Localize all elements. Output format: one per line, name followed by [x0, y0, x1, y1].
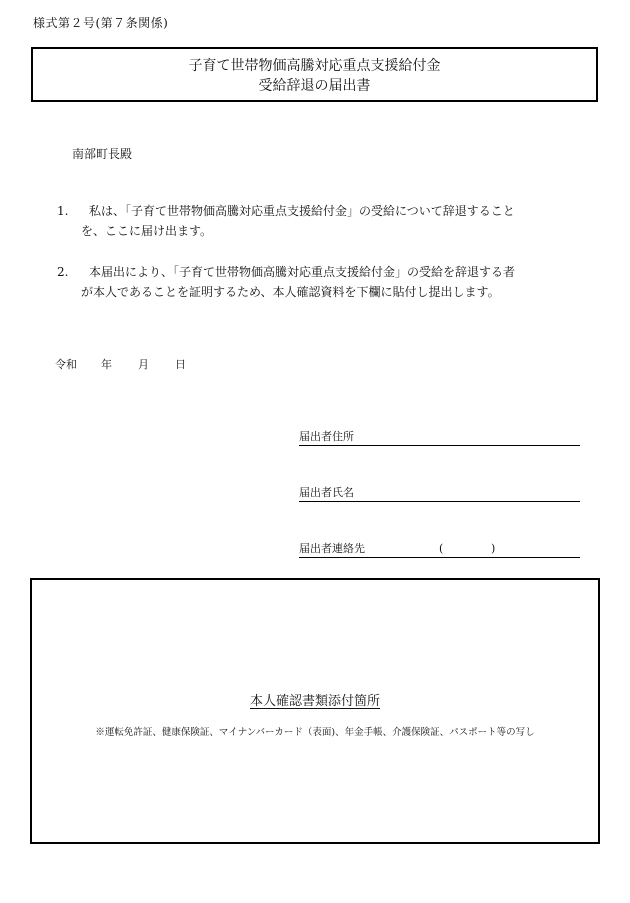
clause-1	[57, 201, 572, 241]
contact-paren-close: )	[491, 542, 496, 555]
id-box-title-text: 本人確認書類添付箇所	[249, 694, 380, 709]
date-year-label: 年	[101, 358, 112, 371]
clause-2	[57, 262, 572, 302]
name-label: 届出者氏名	[299, 486, 354, 499]
name-field[interactable]	[299, 486, 580, 502]
form-number: 様式第２号(第７条関係)	[33, 16, 169, 30]
date-month-label: 月	[138, 358, 149, 371]
date-day-label: 日	[175, 358, 186, 371]
contact-field[interactable]	[299, 542, 580, 558]
date-era-label: 令和	[55, 358, 77, 371]
clause-number: 1.	[57, 204, 69, 218]
id-box-note: ※運転免許証、健康保険証、マイナンバーカード（表面)、年金手帳、介護保険証、パスポート等の写し	[95, 727, 535, 738]
contact-label: 届出者連絡先	[299, 542, 365, 555]
id-box-title	[32, 690, 598, 709]
clause-number: 2.	[57, 265, 69, 279]
title-box	[31, 47, 598, 102]
clause-text-line-1: 私は、「子育て世帯物価高騰対応重点支援給付金」の受給について辞退すること	[89, 204, 515, 218]
contact-paren-open: (	[439, 542, 444, 555]
document-title-line-2: 受給辞退の届出書	[258, 78, 371, 94]
address-field[interactable]	[299, 430, 580, 446]
document-title-line-1: 子育て世帯物価高騰対応重点支援給付金	[188, 58, 441, 74]
clause-text-line-2: が本人であることを証明するため、本人確認資料を下欄に貼付し提出します。	[81, 285, 500, 299]
date-row	[55, 356, 186, 372]
id-document-attachment-box[interactable]	[30, 578, 600, 844]
address-label: 届出者住所	[299, 430, 354, 443]
clause-text-line-1: 本届出により、「子育て世帯物価高騰対応重点支援給付金」の受給を辞退する者	[89, 265, 516, 279]
clause-text-line-2: を、ここに届け出ます。	[81, 224, 213, 238]
addressee: 南部町長殿	[72, 147, 133, 161]
